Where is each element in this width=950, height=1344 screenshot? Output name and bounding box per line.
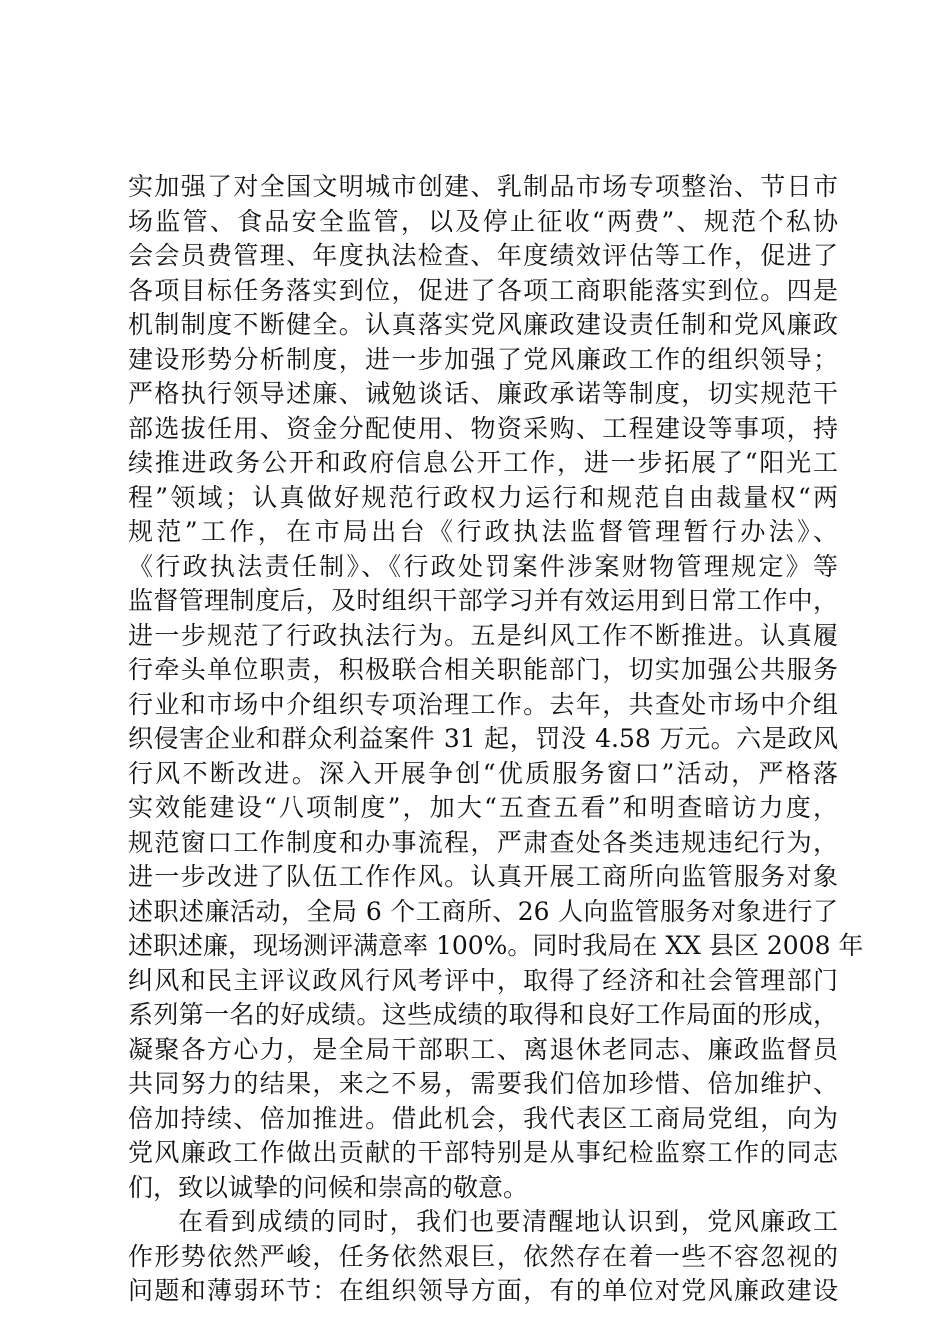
body-text <box>128 170 864 1309</box>
text-line: 作形势依然严峻，任务依然艰巨，依然存在着一些不容忽视的 <box>128 1241 838 1271</box>
text-line: 党风廉政工作做出贡献的干部特别是从事纪检监察工作的同志 <box>128 1138 838 1167</box>
text-line: 行风不断改进。深入开展争创“优质服务窗口”活动，严格落 <box>128 758 838 788</box>
text-line: 织侵害企业和群众利益案件 31 起，罚没 4.58 万元。六是政风 <box>128 724 838 753</box>
text-line: 凝聚各方心力，是全局干部职工、离退休老同志、廉政监督员 <box>128 1034 838 1064</box>
paragraph-start-line: 在看到成绩的同时，我们也要清醒地认识到，党风廉政工 <box>178 1207 838 1236</box>
text-line: 规范窗口工作制度和办事流程，严肃查处各类违规违纪行为， <box>128 827 838 857</box>
text-line: 述职述廉，现场测评满意率 100%。同时我局在 XX 县区 2008 年 <box>128 931 864 960</box>
text-line: 监督管理制度后，及时组织干部学习并有效运用到日常工作中， <box>128 586 838 615</box>
text-line: 进一步改进了队伍工作作风。认真开展工商所向监管服务对象 <box>128 862 838 891</box>
text-line: 建设形势分析制度，进一步加强了党风廉政工作的组织领导； <box>128 344 838 374</box>
text-line: 续推进政务公开和政府信息公开工作，进一步拓展了“阳光工 <box>128 448 838 477</box>
text-line: 实效能建设“八项制度”，加大“五查五看”和明查暗访力度， <box>128 793 838 822</box>
text-line: 进一步规范了行政执法行为。五是纠风工作不断推进。认真履 <box>128 620 838 650</box>
text-line: 程”领域；认真做好规范行政权力运行和规范自由裁量权“两 <box>128 482 838 512</box>
text-line: 纠风和民主评议政风行风考评中，取得了经济和社会管理部门 <box>128 965 838 995</box>
text-line: 严格执行领导述廉、诫勉谈话、廉政承诺等制度，切实规范干 <box>128 379 838 408</box>
text-line: 规范”工作，在市局出台《行政执法监督管理暂行办法》、 <box>128 517 838 546</box>
text-line: 场监管、食品安全监管，以及停止征收“两费”、规范个私协 <box>128 206 838 236</box>
text-line: 各项目标任务落实到位，促进了各项工商职能落实到位。四是 <box>128 275 838 305</box>
text-line: 行牵头单位职责，积极联合相关职能部门，切实加强公共服务 <box>128 655 838 684</box>
text-line: 机制制度不断健全。认真落实党风廉政建设责任制和党风廉政 <box>128 310 838 339</box>
text-line: 问题和薄弱环节：在组织领导方面，有的单位对党风廉政建设 <box>128 1276 838 1305</box>
text-line: 倍加持续、倍加推进。借此机会，我代表区工商局党组，向为 <box>128 1103 838 1133</box>
text-line: 实加强了对全国文明城市创建、乳制品市场专项整治、节日市 <box>128 172 838 201</box>
text-line: 行业和市场中介组织专项治理工作。去年，共查处市场中介组 <box>128 689 838 719</box>
text-line: 述职述廉活动，全局 6 个工商所、26 人向监管服务对象进行了 <box>128 896 838 926</box>
paragraph-end-line: 们，致以诚挚的问候和崇高的敬意。 <box>128 1172 529 1202</box>
text-line: 《行政执法责任制》、《行政处罚案件涉案财物管理规定》等 <box>128 551 838 581</box>
text-line: 会会员费管理、年度执法检查、年度绩效评估等工作，促进了 <box>128 241 838 270</box>
text-line: 系列第一名的好成绩。这些成绩的取得和良好工作局面的形成， <box>128 1000 838 1029</box>
text-line: 部选拔任用、资金分配使用、物资采购、工程建设等事项，持 <box>128 413 838 443</box>
text-line: 共同努力的结果，来之不易，需要我们倍加珍惜、倍加维护、 <box>128 1069 838 1098</box>
